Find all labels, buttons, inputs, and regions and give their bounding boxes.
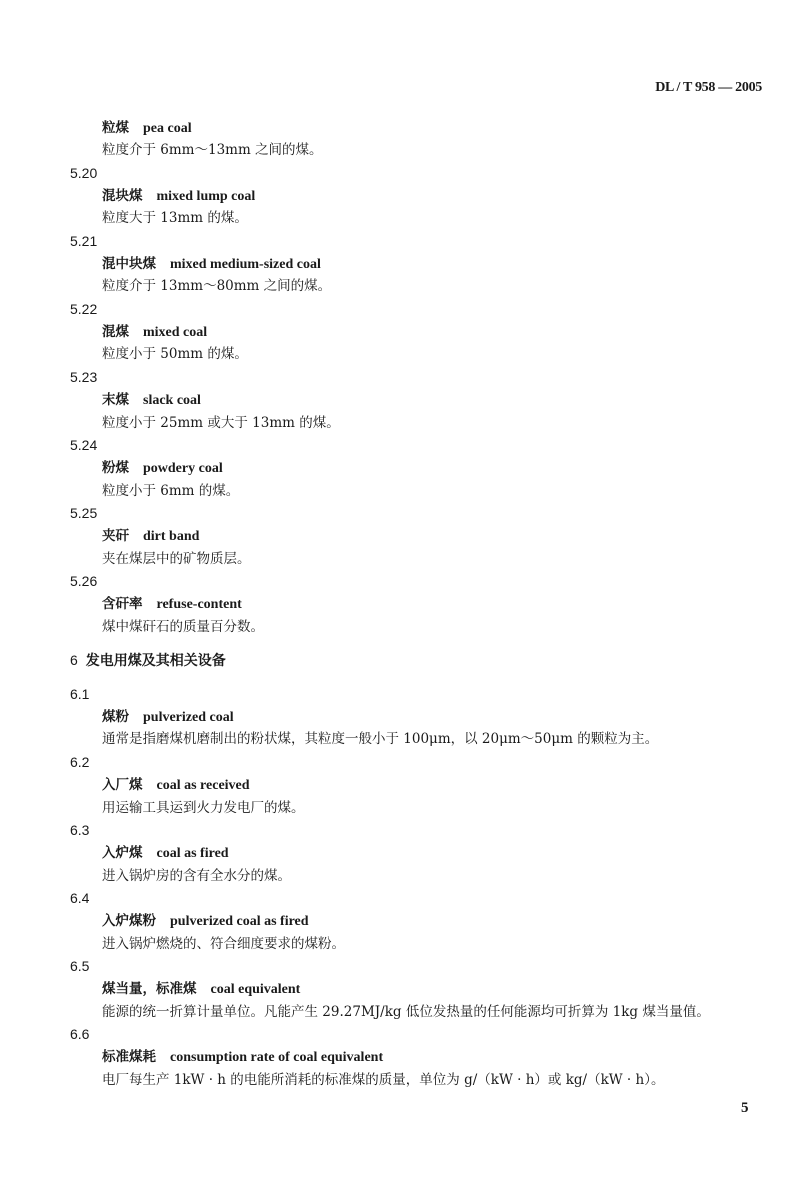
entry-number: 5.24 [70,437,98,454]
term-heading [70,117,770,140]
term-chinese: 入炉煤粉 [102,912,156,929]
entry-number: 6.6 [70,1026,90,1043]
terms-group-6 [70,683,770,1091]
document-code-header: DL / T 958 — 2005 [655,80,762,95]
term-definition: 煤中煤矸石的质量百分数。 [102,618,264,635]
term-chinese: 含矸率 [102,596,143,613]
term-heading [70,1046,770,1069]
term-english: mixed lump coal [156,188,256,204]
term-chinese: 末煤 [102,391,129,408]
entry-number: 6.5 [70,958,90,975]
entry-number: 5.25 [70,505,98,522]
term-english: coal as fired [156,845,229,861]
term-english: coal as received [156,777,250,793]
term-heading [70,185,770,208]
term-definition: 进入锅炉房的含有全水分的煤。 [102,867,291,884]
term-heading [70,321,770,344]
term-heading [70,842,770,865]
entry-number: 5.22 [70,301,98,318]
term-definition: 粒度大于 13mm 的煤。 [102,210,248,227]
entry-number: 6.4 [70,890,90,907]
term-english: mixed coal [143,324,208,340]
section-title: 发电用煤及其相关设备 [85,653,226,670]
term-english: pulverized coal as fired [170,913,309,929]
term-chinese: 混块煤 [102,187,143,204]
term-chinese: 标准煤耗 [102,1049,156,1066]
term-definition: 粒度介于 13mm～80mm 之间的煤。 [102,278,332,295]
term-heading [70,774,770,797]
term-definition: 用运输工具运到火力发电厂的煤。 [102,799,305,816]
term-chinese: 入炉煤 [102,844,143,861]
term-heading [70,457,770,480]
term-definition: 粒度小于 25mm 或大于 13mm 的煤。 [102,414,340,431]
term-definition: 能源的统一折算计量单位。凡能产生 29.27MJ/kg 低位发热量的任何能源均可折算为 1kg 煤当量值。 [102,1003,710,1020]
term-heading [70,706,770,729]
entry-number: 5.20 [70,164,98,181]
entry-number: 5.21 [70,233,98,250]
term-chinese: 混中块煤 [102,255,156,272]
term-english: refuse-content [156,597,242,613]
term-definition: 通常是指磨煤机磨制出的粉状煤，其粒度一般小于 100μm，以 20μm～50μm 的颗粒为主。 [102,731,659,748]
term-chinese: 入厂煤 [102,776,143,793]
term-chinese: 夹矸 [102,527,129,544]
entry-number: 5.26 [70,573,98,590]
term-heading [70,978,770,1001]
term-definition: 夹在煤层中的矿物质层。 [102,550,251,567]
term-chinese: 煤粉 [102,708,129,725]
term-english: mixed medium-sized coal [170,256,321,272]
term-english: pea coal [143,120,192,136]
terms-group-5 [70,117,770,639]
term-english: slack coal [143,392,201,408]
term-heading [70,525,770,548]
term-english: coal equivalent [210,982,301,998]
term-chinese: 粒煤 [102,119,129,136]
term-definition: 电厂每生产 1kW · h 的电能所消耗的标准煤的质量，单位为 g/（kW · h）或 kg/（kW · h）。 [102,1071,665,1088]
term-definition: 进入锅炉燃烧的、符合细度要求的煤粉。 [102,935,345,952]
term-english: pulverized coal [143,709,234,725]
term-english: dirt band [143,528,200,544]
term-heading [70,389,770,412]
term-heading [70,593,770,616]
term-chinese: 混煤 [102,323,129,340]
document-body [70,117,770,1092]
term-chinese: 煤当量，标准煤 [102,981,197,998]
term-definition: 粒度小于 6mm 的煤。 [102,482,240,499]
entry-number: 5.23 [70,369,98,386]
term-heading [70,910,770,933]
term-definition: 粒度小于 50mm 的煤。 [102,346,248,363]
term-definition: 粒度介于 6mm～13mm 之间的煤。 [102,142,323,159]
term-english: consumption rate of coal equivalent [170,1050,384,1066]
term-chinese: 粉煤 [102,459,129,476]
entry-number: 6.3 [70,822,90,839]
section-number: 6 [70,652,78,669]
term-heading [70,253,770,276]
entry-number: 6.1 [70,686,90,703]
section-heading [70,649,770,672]
entry-number: 6.2 [70,754,90,771]
page-number: 5 [741,1100,749,1116]
term-english: powdery coal [143,460,223,476]
